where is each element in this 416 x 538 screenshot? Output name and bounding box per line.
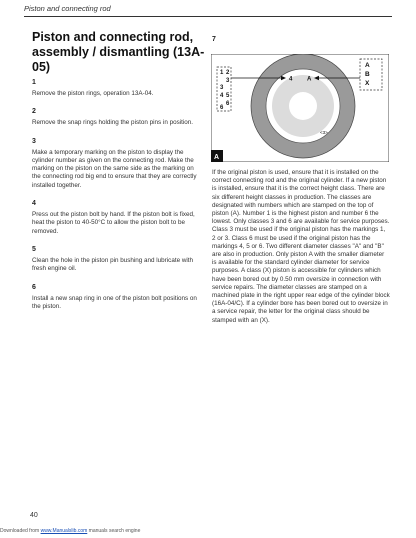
diameter-class-box: [360, 59, 382, 90]
crown-marking: <3>: [320, 130, 328, 135]
piston-marking-figure: [211, 54, 389, 162]
step-3: [32, 137, 202, 190]
step-text: Press out the piston bolt by hand. If the piston bolt is fixed, heat the piston to 40-50°C to allow the piston bolt to be removed.: [32, 211, 195, 235]
step-text: Remove the piston rings, operation 13A-04.: [32, 90, 154, 97]
step-6: [32, 283, 202, 312]
height-class-number: 6: [226, 101, 230, 107]
footer-suffix: manuals search engine: [88, 528, 141, 534]
footer-prefix: Downloaded from: [0, 528, 40, 534]
running-header: Piston and connecting rod: [24, 4, 111, 13]
figure-number: 7: [212, 36, 216, 43]
height-class-number: 2: [226, 70, 230, 76]
step-number: 4: [32, 200, 36, 208]
header-rule: [24, 16, 392, 17]
height-class-number: 4: [220, 93, 224, 99]
step-text: Make a temporary marking on the piston to display the cylinder number as given on the connecting rod. Make the marking on the piston on the same side as the marking on the connecting rod big end to ensure that they are correctly installed together.: [32, 148, 197, 189]
height-class-number: 3: [220, 85, 224, 91]
callout-label: 4: [289, 76, 293, 83]
manualslib-link[interactable]: www.Manualslib.com: [40, 528, 88, 534]
class-letter: B: [365, 71, 370, 78]
step-2: [32, 107, 202, 127]
step-text: Clean the hole in the piston pin bushing and lubricate with fresh engine oil.: [32, 256, 194, 273]
step-1: [32, 78, 202, 98]
step-number: 6: [32, 283, 36, 291]
step-list: [32, 78, 202, 320]
corner-label: A: [214, 154, 220, 161]
step-4: [32, 199, 202, 236]
height-class-number: 5: [226, 93, 230, 99]
step-5: [32, 245, 202, 274]
page-title: Piston and connecting rod, assembly / dismantling (13A-05): [32, 30, 205, 74]
step-number: 5: [32, 245, 36, 253]
callout-label: A: [307, 76, 312, 83]
height-class-number: 3: [226, 78, 230, 84]
height-class-number: 6: [220, 105, 224, 111]
step-number: 3: [32, 137, 36, 145]
step-number: 1: [32, 79, 36, 86]
height-class-number: 1: [220, 70, 224, 76]
step-text: Remove the snap rings holding the piston pins in position.: [32, 119, 194, 127]
class-letter: X: [365, 80, 370, 87]
piston-bowl-centre: [289, 92, 317, 120]
step-text: Install a new snap ring in one of the piston bolt positions on the piston.: [32, 294, 197, 310]
piston-class-description: If the original piston is used, ensure that it is installed on the correct connecting rod and the original cylinder. If a new piston is installed, ensure that it is the correct height class. There are six different height classes in production. The classes are designated with numbers which are stamped on the top of piston (A). Number 1 is the highest piston and number 6 the lowest. Only classes 3 and 6 are available for service purposes. Class 3 must be used if the original piston has the markings 1, 2 or 3. Class 6 must be used if the original piston has the markings 4, 5 or 6. Two different diameter classes "A" and "B" are also in production. Only piston A with the smaller diameter is available for the standard cylinder diameter for service purposes. A class (X) piston is accessible for cylinders which have been bored out by 0.50 mm oversize in connection with service repairs. The diameter classes are stamped on a machined plate in the right upper rear edge of the cylinder block (16A-04/C). If a cylinder bore has been bored out to oversize in a service repair, the letter for the original class should be stamped with an (X).: [212, 169, 390, 324]
class-letter: A: [365, 62, 370, 69]
step-number: 2: [32, 108, 36, 116]
download-footer: [0, 528, 140, 534]
page-number: 40: [30, 512, 38, 519]
